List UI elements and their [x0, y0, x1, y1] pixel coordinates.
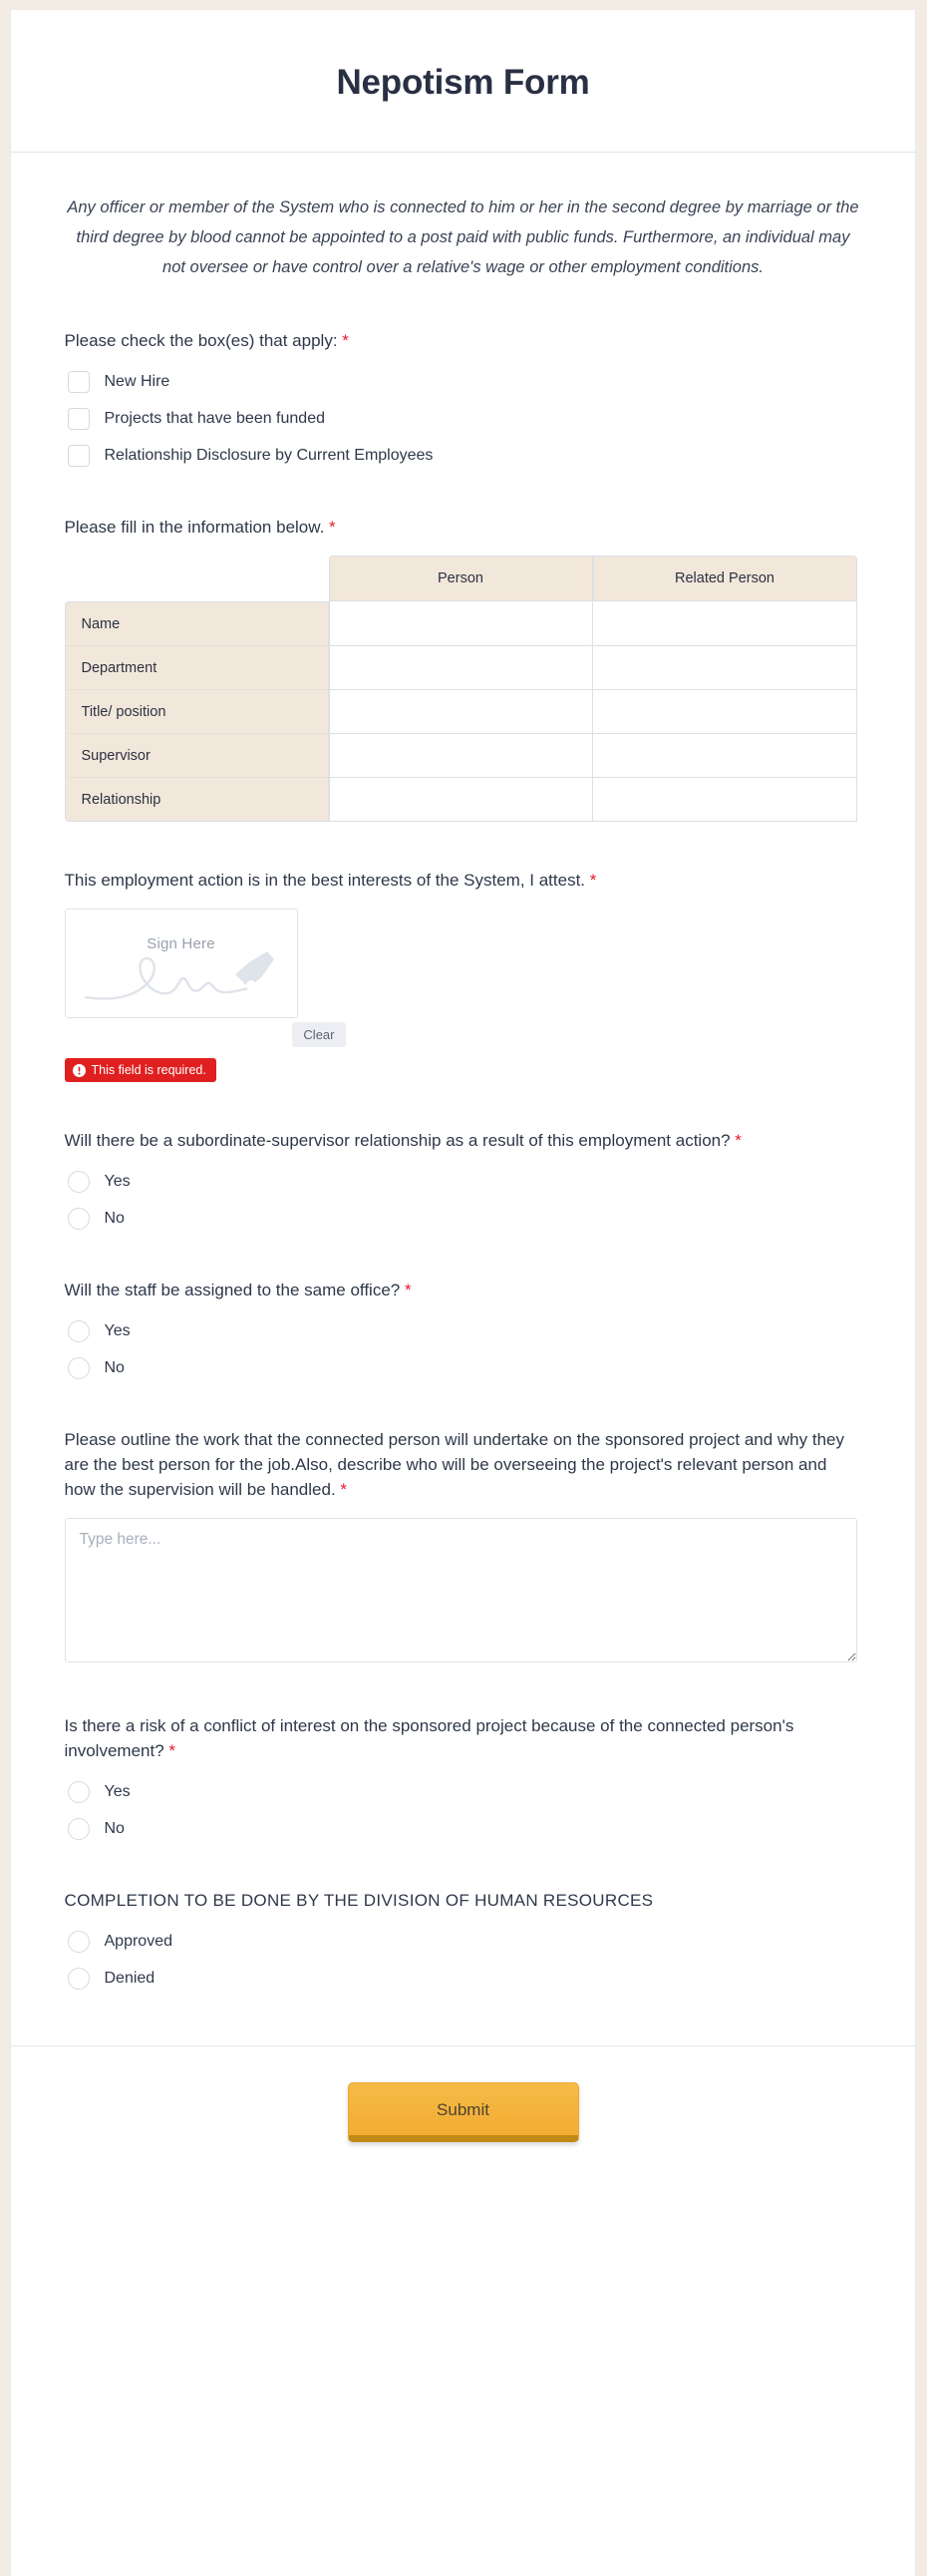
checkbox-option-relationship-disclosure[interactable]: [65, 443, 862, 469]
work-outline-textarea[interactable]: [65, 1518, 857, 1662]
form-header: [11, 10, 915, 153]
matrix-cell-relationship-related[interactable]: [593, 778, 857, 822]
radio-icon[interactable]: [68, 1320, 90, 1342]
hr-completion-label: COMPLETION TO BE DONE BY THE DIVISION OF HUMAN RESOURCES: [64, 1891, 654, 1910]
required-asterisk: *: [340, 1480, 348, 1499]
radio-icon[interactable]: [68, 1968, 90, 1990]
matrix-cell-department-person[interactable]: [329, 646, 593, 690]
table-row: [65, 778, 857, 822]
radio-option-label: Yes: [104, 1322, 131, 1339]
radio-q1-option-yes[interactable]: [65, 1169, 862, 1195]
radio-question-1-text: Will there be a subordinate-supervisor relationship as a result of this employment action?: [64, 1131, 731, 1150]
required-asterisk: *: [329, 518, 336, 537]
radio-icon[interactable]: [68, 1208, 90, 1230]
checkbox-question-text: Please check the box(es) that apply:: [64, 331, 338, 350]
radio-icon[interactable]: [68, 1171, 90, 1193]
matrix-cell-relationship-person[interactable]: [329, 778, 593, 822]
table-row: [65, 646, 857, 690]
signature-error-badge: [65, 1058, 216, 1082]
required-asterisk: *: [589, 871, 597, 890]
matrix-header-row: [65, 555, 857, 601]
matrix-row-header-relationship: Relationship: [65, 778, 329, 822]
radio-question-2-text: Will the staff be assigned to the same office?: [64, 1281, 401, 1299]
intro-paragraph: Any officer or member of the System who is connected to him or her in the second degree by marriage or the third degree by blood cannot be appointed to a post paid with public funds. Furthermore, an individual may not oversee or have control over a relative's wage or other employment conditions.: [67, 198, 859, 276]
matrix-cell-title-person[interactable]: [329, 690, 593, 734]
checkbox-icon[interactable]: [68, 408, 90, 430]
radio-question-3-block: [65, 1713, 862, 1842]
checkbox-question-block: [65, 328, 862, 469]
radio-icon[interactable]: [68, 1781, 90, 1803]
submit-button[interactable]: Submit: [348, 2082, 579, 2142]
required-asterisk: *: [735, 1131, 742, 1150]
checkbox-question-label: [65, 328, 862, 353]
radio-q2-option-no[interactable]: [65, 1355, 862, 1381]
radio-q1-option-no[interactable]: [65, 1206, 862, 1232]
radio-question-2-label: [65, 1278, 862, 1302]
checkbox-option-projects-funded[interactable]: [65, 406, 862, 432]
radio-question-2-block: [65, 1278, 862, 1381]
radio-question-1-label: [65, 1128, 862, 1153]
matrix-question-block: [65, 515, 862, 822]
signature-placeholder: Sign Here: [147, 935, 215, 952]
radio-question-1-block: [65, 1128, 862, 1232]
matrix-cell-department-related[interactable]: [593, 646, 857, 690]
table-row: [65, 601, 857, 646]
signature-clear-row: [65, 1018, 335, 1046]
checkbox-option-label: Projects that have been funded: [104, 410, 325, 427]
radio-q3-option-no[interactable]: [65, 1816, 862, 1842]
hr-completion-block: [65, 1888, 862, 1992]
radio-icon[interactable]: [68, 1818, 90, 1840]
hr-option-label: Denied: [104, 1970, 155, 1987]
radio-option-label: Yes: [104, 1173, 131, 1190]
alert-icon: [73, 1064, 86, 1077]
radio-icon[interactable]: [68, 1357, 90, 1379]
required-asterisk: *: [404, 1281, 412, 1299]
form-card: [10, 10, 916, 2576]
required-asterisk: *: [168, 1741, 176, 1760]
radio-option-label: Yes: [104, 1783, 131, 1800]
clear-signature-button[interactable]: Clear: [292, 1022, 345, 1047]
radio-q2-option-yes[interactable]: [65, 1318, 862, 1344]
table-row: [65, 734, 857, 778]
hr-option-approved[interactable]: [65, 1929, 862, 1955]
matrix-corner-cell: [65, 555, 329, 601]
matrix-row-header-supervisor: Supervisor: [65, 734, 329, 778]
matrix-question-text: Please fill in the information below.: [64, 518, 325, 537]
checkbox-option-label: New Hire: [104, 373, 170, 390]
radio-question-3-label: [65, 1713, 862, 1763]
matrix-cell-name-related[interactable]: [593, 601, 857, 646]
signature-area: [65, 909, 857, 1082]
information-matrix-table: [65, 555, 857, 822]
matrix-head: [65, 555, 857, 601]
page-title: Nepotism Form: [336, 63, 590, 102]
checkbox-option-label: Relationship Disclosure by Current Employees: [104, 447, 434, 464]
matrix-cell-supervisor-person[interactable]: [329, 734, 593, 778]
hr-option-denied[interactable]: [65, 1966, 862, 1992]
hr-option-label: Approved: [104, 1933, 172, 1950]
radio-icon[interactable]: [68, 1931, 90, 1953]
checkbox-icon[interactable]: [68, 371, 90, 393]
matrix-column-header-person: Person: [329, 555, 593, 601]
signature-question-block: [65, 868, 862, 1082]
form-body: [11, 153, 915, 2202]
textarea-question-label: [65, 1427, 862, 1502]
intro-section: [11, 153, 915, 282]
matrix-row-header-title-position: Title/ position: [65, 690, 329, 734]
radio-option-label: No: [104, 1210, 125, 1227]
signature-error-text: This field is required.: [91, 1063, 206, 1077]
table-row: [65, 690, 857, 734]
radio-option-label: No: [104, 1820, 125, 1837]
matrix-cell-supervisor-related[interactable]: [593, 734, 857, 778]
signature-question-label: [65, 868, 862, 893]
signature-question-text: This employment action is in the best interests of the System, I attest.: [64, 871, 586, 890]
matrix-question-label: [65, 515, 862, 540]
checkbox-icon[interactable]: [68, 445, 90, 467]
form-footer: [11, 2045, 915, 2202]
textarea-question-text: Please outline the work that the connected person will undertake on the sponsored project and why they are the best person for the job.Also, describe who will be overseeing the project's relevant person and how the supervision will be handled.: [64, 1430, 844, 1499]
radio-question-3-text: Is there a risk of a conflict of interest on the sponsored project because of the connected person's involvement?: [64, 1716, 794, 1760]
required-asterisk: *: [342, 331, 349, 350]
signature-pad[interactable]: [65, 909, 298, 1018]
textarea-question-block: [65, 1427, 862, 1667]
matrix-row-header-department: Department: [65, 646, 329, 690]
radio-q3-option-yes[interactable]: [65, 1779, 862, 1805]
signature-squiggle-icon: [82, 945, 281, 1012]
matrix-row-header-name: Name: [65, 601, 329, 646]
matrix-cell-name-person[interactable]: [329, 601, 593, 646]
radio-option-label: No: [104, 1359, 125, 1376]
checkbox-option-new-hire[interactable]: [65, 369, 862, 395]
matrix-body: [65, 601, 857, 822]
matrix-cell-title-related[interactable]: [593, 690, 857, 734]
matrix-column-header-related-person: Related Person: [593, 555, 857, 601]
